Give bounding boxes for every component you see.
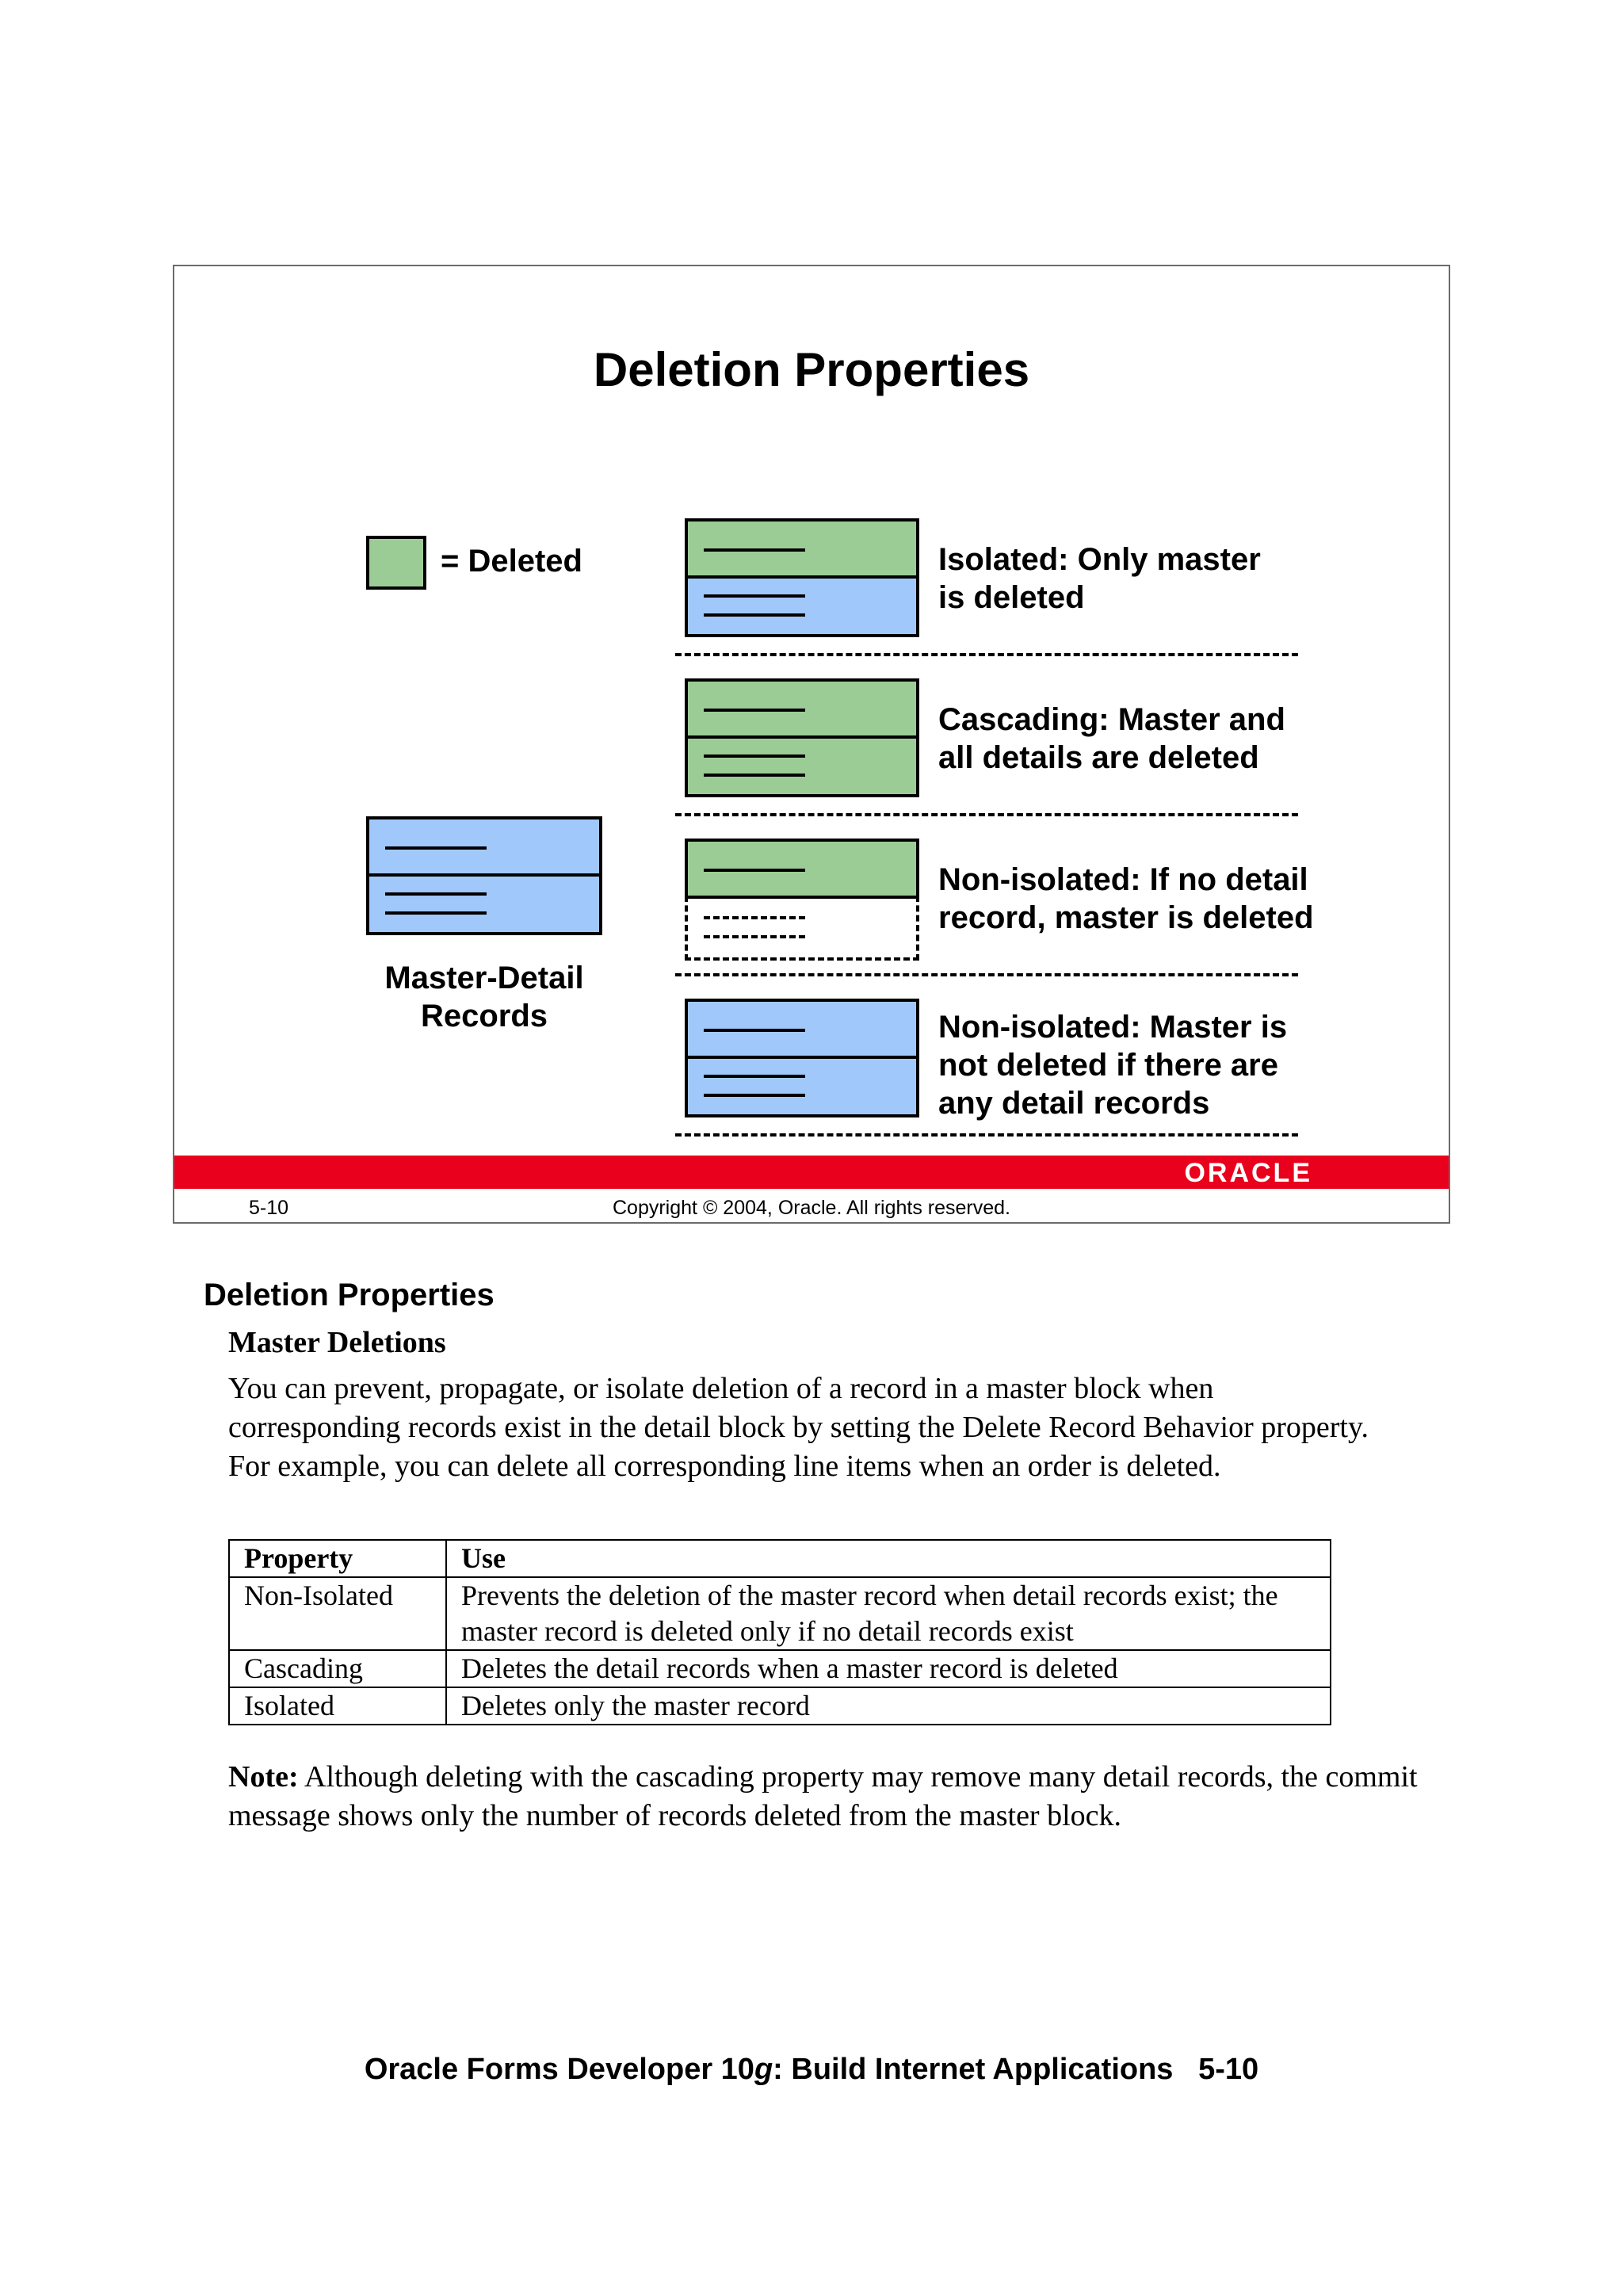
table-cell: Deletes only the master record bbox=[446, 1687, 1331, 1725]
caption-non-isolated-no-detail bbox=[938, 861, 1314, 937]
note-text: Although deleting with the cascading property may remove many detail records, the commit message shows only the number of records deleted from the master block. bbox=[228, 1760, 1418, 1832]
table-cell: Deletes the detail records when a master record is deleted bbox=[446, 1650, 1331, 1687]
caption-line: Isolated: Only master bbox=[938, 542, 1261, 577]
table-cell: Isolated bbox=[229, 1687, 446, 1725]
caption-cascading bbox=[938, 701, 1285, 777]
legend-swatch-deleted bbox=[366, 536, 426, 590]
table-row bbox=[229, 1650, 1331, 1687]
page-footer bbox=[0, 2053, 1623, 2087]
caption-line: record, master is deleted bbox=[938, 900, 1314, 935]
table-header: Property bbox=[229, 1540, 446, 1577]
caption-line: not deleted if there are bbox=[938, 1048, 1278, 1083]
caption-line: any detail records bbox=[938, 1086, 1210, 1121]
caption-line: all details are deleted bbox=[938, 740, 1259, 775]
master-detail-label-line2: Records bbox=[420, 999, 548, 1033]
non-isolated-master-deleted bbox=[685, 839, 919, 896]
separator bbox=[675, 653, 1298, 656]
separator bbox=[675, 813, 1298, 816]
caption-line: Cascading: Master and bbox=[938, 702, 1285, 737]
properties-table bbox=[228, 1539, 1331, 1725]
isolated-record bbox=[685, 518, 919, 637]
slide-number: 5-10 bbox=[249, 1197, 289, 1219]
caption-isolated bbox=[938, 541, 1261, 617]
non-isolated-record-kept bbox=[685, 999, 919, 1117]
caption-non-isolated-kept bbox=[938, 1008, 1287, 1122]
table-cell: Prevents the deletion of the master record when detail records exist; the master record is deleted only if no detail records exist bbox=[446, 1577, 1331, 1650]
master-detail-label-line1: Master-Detail bbox=[384, 961, 584, 995]
table-row bbox=[229, 1687, 1331, 1725]
footer-suffix: : Build Internet Applications 5-10 bbox=[773, 2053, 1259, 2086]
master-detail-record bbox=[366, 816, 602, 935]
legend-label: = Deleted bbox=[441, 544, 582, 579]
table-row bbox=[229, 1577, 1331, 1650]
footer-italic: g bbox=[754, 2053, 773, 2086]
table-cell: Non-Isolated bbox=[229, 1577, 446, 1650]
table-header-row bbox=[229, 1540, 1331, 1577]
notes-paragraph: You can prevent, propagate, or isolate deletion of a record in a master block when corresponding records exist in the detail block by setting the Delete Record Behavior property. For example, you can delete all corresponding line items when an order is deleted. bbox=[228, 1372, 1369, 1483]
note-label: Note: bbox=[228, 1760, 299, 1794]
slide-title: Deletion Properties bbox=[593, 343, 1030, 396]
caption-line: is deleted bbox=[938, 580, 1085, 615]
table-header: Use bbox=[446, 1540, 1331, 1577]
cascading-record bbox=[685, 678, 919, 797]
notes-subheading: Master Deletions bbox=[228, 1326, 446, 1359]
non-isolated-missing-detail bbox=[685, 896, 919, 961]
note-paragraph bbox=[228, 1758, 1433, 1836]
separator bbox=[675, 973, 1298, 976]
separator bbox=[675, 1133, 1298, 1137]
oracle-logo: ORACLE bbox=[1184, 1158, 1312, 1188]
master-detail-label bbox=[365, 959, 604, 1035]
caption-line: Non-isolated: If no detail bbox=[938, 862, 1308, 897]
caption-line: Non-isolated: Master is bbox=[938, 1010, 1288, 1045]
table-cell: Cascading bbox=[229, 1650, 446, 1687]
slide-copyright: Copyright © 2004, Oracle. All rights reserved. bbox=[613, 1197, 1010, 1219]
slide-frame bbox=[173, 265, 1450, 1224]
footer-prefix: Oracle Forms Developer 10 bbox=[364, 2053, 754, 2086]
notes-heading: Deletion Properties bbox=[204, 1278, 495, 1312]
